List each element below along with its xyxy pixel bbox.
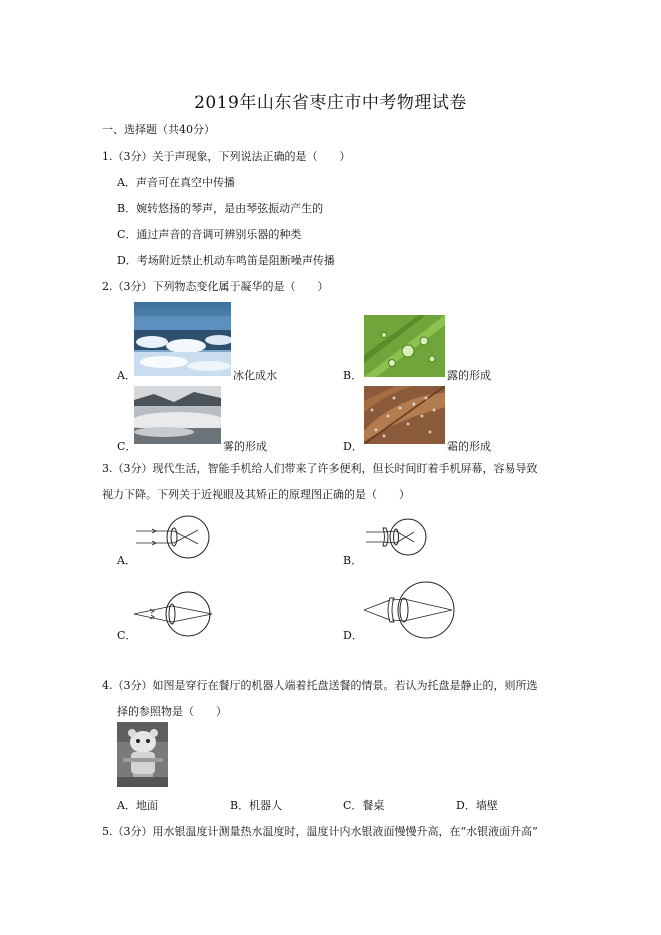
q2-option-b-letter: B． xyxy=(343,369,363,382)
q1-option-d: D．考场附近禁止机动车鸣笛是阻断噪声传播 xyxy=(117,254,335,267)
eye-diagram-d xyxy=(364,578,456,642)
q1-stem: 1.（3分）关于声现象，下列说法正确的是（ ） xyxy=(102,150,351,163)
eye-diagram-b xyxy=(366,516,428,558)
q2-option-c-letter: C． xyxy=(117,440,137,453)
q2-option-c-text: 雾的形成 xyxy=(223,440,267,453)
q3-option-c: C． xyxy=(117,629,137,642)
q3-stem-line1: 3.（3分）现代生活，智能手机给人们带来了许多便利，但长时间盯着手机屏幕，容易导致 xyxy=(102,462,538,475)
q4-option-a: A．地面 xyxy=(117,799,158,812)
section-heading: 一、选择题（共40分） xyxy=(102,123,215,136)
q1-option-c: C．通过声音的音调可辨别乐器的种类 xyxy=(117,228,302,241)
q2-option-d-letter: D． xyxy=(343,440,363,453)
robot-waiter-photo xyxy=(117,722,168,787)
q4-option-d: D．墙壁 xyxy=(456,799,498,812)
q4-option-b: B．机器人 xyxy=(230,799,283,812)
q2-option-a-text: 冰化成水 xyxy=(233,369,277,382)
q2-stem: 2.（3分）下列物态变化属于凝华的是（ ） xyxy=(102,280,329,293)
q5-stem: 5.（3分）用水银温度计测量热水温度时，温度计内水银液面慢慢升高，在“水银液面升高” xyxy=(102,825,538,838)
q2-option-b-text: 露的形成 xyxy=(447,369,491,382)
q4-stem-line1: 4.（3分）如图是穿行在餐厅的机器人端着托盘送餐的情景。若认为托盘是静止的，则所选 xyxy=(102,679,538,692)
q4-stem-line2: 择的参照物是（ ） xyxy=(117,705,227,718)
q2-option-d-text: 霜的形成 xyxy=(447,440,491,453)
eye-diagram-a xyxy=(134,514,214,560)
ice-melting-photo xyxy=(134,302,231,376)
q3-option-a: A． xyxy=(117,554,136,567)
q3-option-b: B． xyxy=(343,554,363,567)
q3-option-d: D． xyxy=(343,629,363,642)
page-title: 2019年山东省枣庄市中考物理试卷 xyxy=(194,93,467,113)
q1-option-b: B．婉转悠扬的琴声，是由琴弦振动产生的 xyxy=(117,202,324,215)
q4-option-c: C．餐桌 xyxy=(343,799,385,812)
q3-stem-line2: 视力下降。下列关于近视眼及其矫正的原理图正确的是（ ） xyxy=(102,488,410,501)
q2-option-a-letter: A． xyxy=(117,369,136,382)
dew-leaf-photo xyxy=(364,315,445,377)
fog-mountain-photo xyxy=(134,386,221,444)
frost-leaf-photo xyxy=(364,386,445,444)
eye-diagram-c xyxy=(134,590,216,638)
q1-option-a: A．声音可在真空中传播 xyxy=(117,176,235,189)
